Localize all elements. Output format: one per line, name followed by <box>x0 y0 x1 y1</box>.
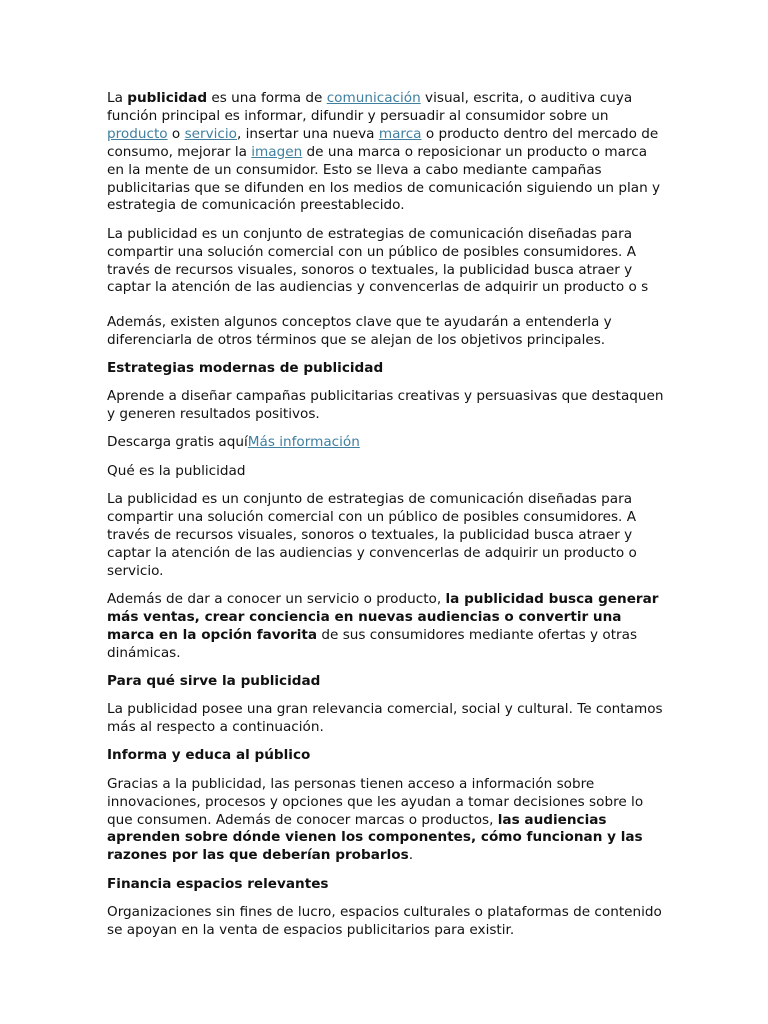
heading-para-que-sirve: Para qué sirve la publicidad <box>107 672 321 689</box>
link-comunicacion[interactable]: comunicación <box>326 90 421 106</box>
term-publicidad: publicidad <box>127 90 208 106</box>
paragraph-gracias: Gracias a la publicidad, las personas tienen acceso a información sobre innovaciones, procesos y opciones que les ayudan a tomar decisiones sobre lo que consumen. Además de conocer marcas o productos, las audiencias aprenden sobre dónde vienen los componentes, cómo funcionan y las razones por las que deberían probarlos. <box>107 775 644 864</box>
paragraph-concepts: Además, existen algunos conceptos clave que te ayudarán a entenderla y diferenciarla de otros términos que se alejan de los objetivos principales. <box>107 313 612 348</box>
paragraph-objetivos: Además de dar a conocer un servicio o producto, la publicidad busca generar más ventas, crear conciencia en nuevas audiencias o convertir una marca en la opción favorita de sus consumidores mediante ofertas y otras dinámicas. <box>107 590 659 661</box>
highlight-audiencias: las audiencias aprenden sobre dónde vienen los componentes, cómo funcionan y las razones por las que deberían probarlos <box>107 811 643 864</box>
document-body <box>107 90 667 950</box>
highlight-objetivos: la publicidad busca generar más ventas, crear conciencia en nuevas audiencias o convertir una marca en la opción favorita <box>107 590 659 643</box>
truncated-line: captar la atención de las audiencias y convencerlas de adquirir un producto o s <box>107 279 649 296</box>
link-servicio[interactable]: servicio <box>184 125 238 142</box>
paragraph-descarga: Descarga gratis aquíMás información <box>107 434 360 451</box>
link-imagen[interactable]: imagen <box>251 143 303 160</box>
paragraph-definition: La publicidad es un conjunto de estrategias de comunicación diseñadas para compartir una solución comercial con un público de posibles consumidores. A través de recursos visuales, sonoros o textuales, la publicidad busca atraer y captar la atención de las audiencias y convencerlas de adquirir un producto o s <box>107 226 667 304</box>
link-marca[interactable]: marca <box>378 125 422 142</box>
paragraph-relevancia: La publicidad posee una gran relevancia comercial, social y cultural. Te contamos más al respecto a continuación. <box>107 701 663 736</box>
paragraph-aprende: Aprende a diseñar campañas publicitarias creativas y persuasivas que destaquen y generen resultados positivos. <box>107 388 664 423</box>
heading-estrategias: Estrategias modernas de publicidad <box>107 359 384 376</box>
heading-informa: Informa y educa al público <box>107 747 311 764</box>
paragraph-intro: La publicidad es una forma de comunicación visual, escrita, o auditiva cuya función principal es informar, difundir y persuadir al consumidor sobre un producto o servicio, insertar una nueva marca o producto dentro del mercado de consumo, mejorar la imagen de una marca o reposicionar un producto o marca en la mente de un consumidor. Esto se lleva a cabo mediante campañas publicitarias que se difunden en los medios de comunicación siguiendo un plan y estrategia de comunicación preestablecido. <box>107 90 661 214</box>
heading-financia: Financia espacios relevantes <box>107 875 329 892</box>
link-producto[interactable]: producto <box>107 125 168 142</box>
paragraph-organizaciones: Organizaciones sin fines de lucro, espacios culturales o plataformas de contenido se apoyan en la venta de espacios publicitarios para existir. <box>107 903 662 938</box>
paragraph-definition-repeat: La publicidad es un conjunto de estrategias de comunicación diseñadas para compartir una solución comercial con un público de posibles consumidores. A través de recursos visuales, sonoros o textuales, la publicidad busca atraer y captar la atención de las audiencias y convencerlas de adquirir un producto o servicio. <box>107 490 637 579</box>
paragraph-que-es: Qué es la publicidad <box>107 462 246 479</box>
link-mas-informacion[interactable]: Más información <box>247 434 360 451</box>
